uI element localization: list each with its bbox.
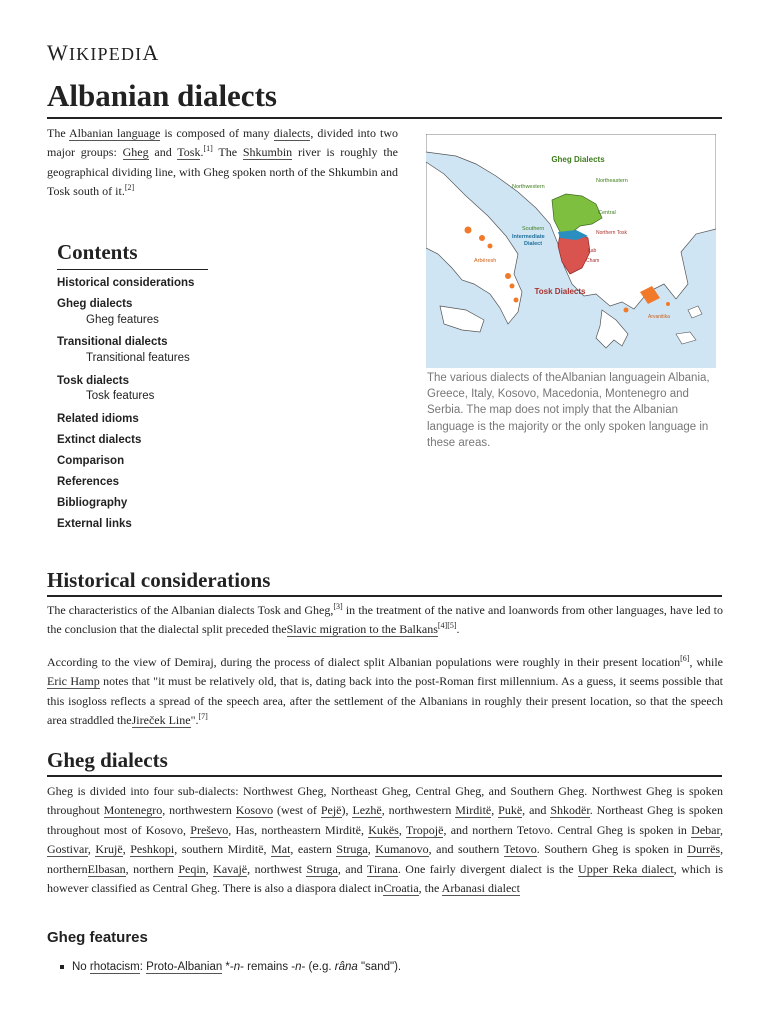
map-label-gheg: Gheg Dialects bbox=[551, 155, 605, 164]
link-croatia[interactable]: Croatia bbox=[383, 881, 419, 896]
ref-1[interactable]: [1] bbox=[203, 144, 213, 154]
section-divider bbox=[47, 775, 722, 777]
link-jirecek-line[interactable]: Jireček Line bbox=[131, 713, 191, 728]
link-tirana[interactable]: Tirana bbox=[366, 861, 398, 876]
link-peqin[interactable]: Peqin bbox=[178, 861, 206, 876]
map-diaspora-patch bbox=[465, 227, 472, 234]
map-label-dialect: Dialect bbox=[524, 241, 543, 247]
link-struga[interactable]: Struga bbox=[336, 842, 368, 857]
link-kumanovo[interactable]: Kumanovo bbox=[375, 842, 429, 857]
toc-item-tosk-features[interactable]: Tosk features bbox=[86, 390, 155, 402]
link-proto-albanian[interactable]: Proto-Albanian bbox=[146, 961, 223, 973]
link-kruje[interactable]: Krujë bbox=[95, 842, 123, 857]
toc-item-gheg-features[interactable]: Gheg features bbox=[86, 314, 159, 326]
link-puke[interactable]: Pukë bbox=[498, 803, 523, 818]
link-gheg[interactable]: Gheg bbox=[122, 145, 149, 160]
map-label-northern-tosk: Northern Tosk bbox=[596, 230, 628, 236]
link-montenegro[interactable]: Montenegro bbox=[103, 803, 163, 818]
link-debar[interactable]: Debar bbox=[691, 822, 720, 837]
map-diaspora-patch bbox=[505, 273, 511, 279]
toc-item-historical[interactable]: Historical considerations bbox=[57, 277, 195, 289]
link-shkoder[interactable]: Shkodër bbox=[550, 803, 590, 818]
link-tetovo[interactable]: Tetovo bbox=[503, 842, 537, 857]
link-albanian-language[interactable]: Albanian language bbox=[69, 126, 161, 140]
map-label-lab: Lab bbox=[588, 248, 597, 254]
toc-item-tosk-dialects[interactable]: Tosk dialects bbox=[57, 375, 130, 387]
toc-item-references[interactable]: References bbox=[57, 476, 120, 488]
map-diaspora-patch bbox=[510, 284, 515, 289]
heading-historical-considerations: Historical considerations bbox=[47, 568, 271, 592]
gheg-paragraph: Gheg is divided into four sub-dialects: Northwest Gheg, Northeast Gheg, Central Gheg, and Southern Gheg. Northwest Gheg is spoken throughout Montenegro, northwestern Kosovo (west of Pejë), Lezhë, northwestern Mirditë, Pukë, and Shkodër. Northeast Gheg is spoken throughout most of Kosovo, Preševo, Has, northeastern Mirditë, Kukës, Tropojë, and northern Tetovo. Central Gheg is spoken in Debar, Gostivar, Krujë, Peshkopi, southern Mirditë, Mat, eastern Struga, Kumanovo, and southern Tetovo. Southern Gheg is spoken in Durrës, northernElbasan, northern Peqin, Kavajë, northwest Struga, and Tirana. One fairly divergent dialect is the Upper Reka dialect, which is however classified as Central Gheg. There is also a diaspora dialect inCroatia, the Arbanasi dialect bbox=[47, 784, 724, 896]
map-label-northwestern: Northwestern bbox=[512, 184, 545, 190]
link-peje[interactable]: Pejë bbox=[320, 803, 342, 818]
map-diaspora-patch bbox=[488, 244, 493, 249]
link-presevo[interactable]: Preševo bbox=[190, 822, 229, 837]
map-label-arberesh: Arbëresh bbox=[474, 258, 497, 264]
link-tropoje[interactable]: Tropojë bbox=[405, 822, 444, 837]
historical-paragraph-2: According to the view of Demiraj, during the process of dialect split Albanian populations were roughly in their present location[6], while Eric Hamp notes that "it must be relatively old, that is, dating back into the post-Roman first millennium. As a guess, it seems possible that this isogloss reflects a spread of the speech area, after the settlement of the Albanians in roughly their present location, so that the speech area straddled theJireček Line".[7] bbox=[47, 654, 724, 728]
toc-item-external-links[interactable]: External links bbox=[57, 518, 132, 530]
link-slavic-migration[interactable]: Slavic migration to the Balkans bbox=[286, 622, 438, 637]
link-upper-reka-dialect[interactable]: Upper Reka dialect bbox=[578, 861, 674, 876]
link-shkumbin[interactable]: Shkumbin bbox=[242, 145, 293, 160]
toc-item-transitional-features[interactable]: Transitional features bbox=[86, 352, 190, 364]
table-of-contents bbox=[57, 240, 237, 530]
link-durres[interactable]: Durrës bbox=[687, 842, 721, 857]
link-kosovo[interactable]: Kosovo bbox=[235, 803, 274, 818]
link-lezhe[interactable]: Lezhë bbox=[352, 803, 382, 818]
map-label-southern: Southern bbox=[522, 226, 545, 232]
toc-item-gheg-dialects[interactable]: Gheg dialects bbox=[57, 298, 133, 310]
section-divider bbox=[47, 595, 722, 597]
map-label-central: Central bbox=[598, 210, 616, 216]
toc-divider bbox=[57, 269, 208, 270]
link-mat[interactable]: Mat bbox=[271, 842, 291, 857]
map-label-northeastern: Northeastern bbox=[596, 178, 628, 184]
map-label-tosk: Tosk Dialects bbox=[534, 287, 586, 296]
dialect-map bbox=[426, 134, 716, 368]
toc-item-extinct-dialects[interactable]: Extinct dialects bbox=[57, 434, 142, 446]
list-item: No rhotacism: Proto-Albanian *-n- remains -n- (e.g. râna "sand"). bbox=[60, 961, 401, 973]
link-eric-hamp[interactable]: Eric Hamp bbox=[47, 674, 100, 689]
link-rhotacism[interactable]: rhotacism bbox=[89, 961, 140, 973]
link-dialects[interactable]: dialects bbox=[273, 126, 311, 140]
heading-gheg-features: Gheg features bbox=[47, 929, 148, 946]
toc-item-bibliography[interactable]: Bibliography bbox=[57, 497, 128, 509]
link-elbasan[interactable]: Elbasan bbox=[87, 861, 126, 876]
heading-gheg-dialects: Gheg dialects bbox=[47, 748, 168, 772]
page-title: Albanian dialects bbox=[47, 78, 277, 113]
link-mirdite[interactable]: Mirditë bbox=[455, 803, 492, 818]
link-arbanasi-dialect[interactable]: Arbanasi dialect bbox=[441, 881, 520, 896]
map-diaspora-patch bbox=[666, 302, 670, 306]
map-label-arvanitika: Arvanitika bbox=[648, 314, 670, 320]
toc-item-comparison[interactable]: Comparison bbox=[57, 455, 125, 467]
link-kavaje[interactable]: Kavajë bbox=[213, 861, 248, 876]
historical-paragraph-1: The characteristics of the Albanian dialects Tosk and Gheg,[3] in the treatment of the native and loanwords from other languages, have led to the conclusion that the dialectal split preceded theSlavic migration to the Balkans[4][5]. bbox=[47, 602, 723, 637]
link-struga-2[interactable]: Struga bbox=[306, 861, 338, 876]
ref-7[interactable]: [7] bbox=[198, 712, 208, 722]
wikipedia-wordmark[interactable]: WIKIPEDIA bbox=[47, 40, 160, 65]
intro-paragraph: The Albanian language is composed of many dialects, divided into two major groups: Gheg and Tosk.[1] The Shkumbin river is roughly the geographical dividing line, with Gheg spoken north of the Shkumbin and Tosk south of it.[2] bbox=[47, 126, 398, 199]
map-diaspora-patch bbox=[514, 298, 519, 303]
link-gostivar[interactable]: Gostivar bbox=[47, 842, 88, 857]
map-label-intermediate: Intermediate bbox=[512, 234, 545, 240]
ref-6[interactable]: [6] bbox=[680, 654, 690, 663]
toc-title: Contents bbox=[57, 240, 138, 264]
ref-4-5[interactable]: [4][5] bbox=[437, 621, 457, 631]
title-divider bbox=[47, 117, 722, 119]
map-caption: The various dialects of theAlbanian languagein Albania, Greece, Italy, Kosovo, Macedonia, Montenegro and Serbia. The map does not imply that the Albanian language is the majority or the only spoken language in these areas. bbox=[427, 372, 710, 449]
toc-item-transitional-dialects[interactable]: Transitional dialects bbox=[57, 336, 168, 348]
map-diaspora-patch bbox=[624, 308, 629, 313]
link-kukes[interactable]: Kukës bbox=[368, 822, 399, 837]
bullet-marker bbox=[60, 965, 64, 969]
link-peshkopi[interactable]: Peshkopi bbox=[130, 842, 175, 857]
toc-item-related-idioms[interactable]: Related idioms bbox=[57, 413, 139, 425]
map-label-cham: Cham bbox=[586, 258, 600, 264]
map-diaspora-patch bbox=[479, 235, 485, 241]
ref-3[interactable]: [3] bbox=[333, 602, 343, 611]
link-tosk[interactable]: Tosk bbox=[177, 145, 201, 160]
ref-2[interactable]: [2] bbox=[124, 183, 135, 193]
dialect-map-figure[interactable] bbox=[426, 134, 716, 368]
